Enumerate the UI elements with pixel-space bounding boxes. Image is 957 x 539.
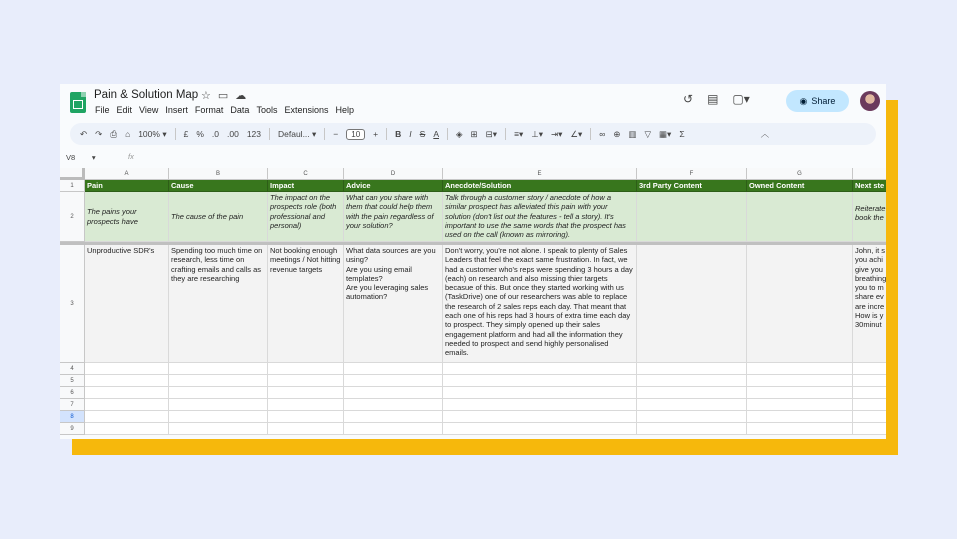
strikethrough-button[interactable]: S (419, 129, 426, 139)
divider (175, 128, 176, 140)
avatar[interactable] (860, 91, 880, 111)
empty-cell[interactable] (637, 387, 747, 399)
empty-cell[interactable] (747, 411, 853, 423)
cell-h3[interactable]: John, it s you achi give you breathing you to m share ev are incre How is y 30minut (853, 245, 886, 363)
menu-bar (95, 105, 354, 115)
row-header-3[interactable]: 3 (60, 245, 85, 363)
cell-e3[interactable]: Don't worry, you're not alone. I speak to plenty of Sales Leaders that feel the exact same frustration. In fact, we had a customer who's reps were spending 3 hours a day (each) on research and also missing thier targets becasue of this. But once they started working with us (TaskDrive) one of our researchers was able to replace the research of 2 sales reps each day. That meant that each one of his reps had 3 hours of extra time each day to prospect. They simply opened up their sales engagement platform and had all the information they needed to prospect and send highly personalised emails. (443, 245, 637, 363)
header-actions (683, 92, 750, 106)
empty-cell[interactable] (747, 399, 853, 411)
cell-d3[interactable]: What data sources are you using? Are you using email templates? Are you leveraging sales automation? (344, 245, 443, 363)
formula-bar (60, 150, 886, 166)
empty-cell[interactable] (169, 375, 268, 387)
name-box[interactable]: V8 ▾ (66, 153, 96, 162)
comment-icon[interactable]: ⊕ (613, 128, 621, 139)
cell-g2[interactable] (747, 192, 853, 242)
empty-cell[interactable] (747, 375, 853, 387)
divider (324, 128, 325, 140)
empty-cell[interactable] (169, 423, 268, 435)
font-size-decrease-icon[interactable]: − (333, 129, 339, 139)
star-icon[interactable]: ☆ (201, 90, 211, 102)
header-cell-anecdote[interactable]: Anecdote/Solution (443, 180, 637, 192)
zoom-select[interactable]: 100% ▾ (138, 128, 167, 139)
divider (269, 128, 270, 140)
empty-cell[interactable] (443, 375, 637, 387)
paint-format-icon[interactable]: ⌂ (125, 129, 131, 139)
select-all-corner[interactable] (60, 168, 85, 180)
cell-f2[interactable] (637, 192, 747, 242)
empty-cell[interactable] (853, 387, 886, 399)
link-icon[interactable]: ∞ (599, 129, 606, 139)
empty-cell[interactable] (344, 423, 443, 435)
frozen-row-divider[interactable] (60, 242, 886, 245)
empty-cell[interactable] (443, 423, 637, 435)
cell-g3[interactable] (747, 245, 853, 363)
empty-cell[interactable] (853, 363, 886, 375)
cell-b3[interactable]: Spending too much time on research, less time on crafting emails and calls as they are researching (169, 245, 268, 363)
menu-extensions[interactable]: Extensions (284, 105, 329, 115)
fx-icon: fx (128, 152, 134, 161)
fill-color-icon[interactable]: ◈ (456, 128, 463, 139)
text-rotate-icon[interactable]: ∠▾ (570, 128, 583, 139)
empty-cell[interactable] (85, 423, 169, 435)
undo-icon[interactable]: ↶ (80, 128, 88, 139)
column-header-f[interactable]: F (637, 168, 747, 180)
empty-cell[interactable] (268, 399, 344, 411)
empty-cell[interactable] (747, 423, 853, 435)
empty-cell[interactable] (169, 411, 268, 423)
header-cell-impact[interactable]: Impact (268, 180, 344, 192)
menu-tools[interactable]: Tools (256, 105, 278, 115)
empty-cell[interactable] (169, 387, 268, 399)
empty-cell[interactable] (853, 423, 886, 435)
empty-cell[interactable] (85, 399, 169, 411)
empty-cell[interactable] (344, 363, 443, 375)
cell-a2[interactable]: The pains your prospects have (85, 192, 169, 242)
empty-cell[interactable] (169, 363, 268, 375)
increase-decimal-button[interactable]: .00 (226, 129, 239, 139)
font-select[interactable]: Defaul... ▾ (278, 128, 317, 139)
empty-cell[interactable] (344, 387, 443, 399)
functions-icon[interactable]: Σ (679, 129, 685, 139)
title-bar (60, 84, 886, 122)
header-cell-pain[interactable]: Pain (85, 180, 169, 192)
menu-file[interactable]: File (95, 105, 110, 115)
empty-cell[interactable] (268, 375, 344, 387)
cell-a3[interactable]: Unproductive SDR's (85, 245, 169, 363)
empty-cell[interactable] (637, 423, 747, 435)
empty-cell[interactable] (268, 423, 344, 435)
cell-b2[interactable]: The cause of the pain (169, 192, 268, 242)
collapse-toolbar-icon[interactable]: ︿ (760, 129, 770, 139)
empty-cell[interactable] (344, 375, 443, 387)
column-header-g[interactable]: G (747, 168, 853, 180)
empty-cell[interactable] (344, 399, 443, 411)
empty-cell[interactable] (443, 399, 637, 411)
empty-cell[interactable] (443, 411, 637, 423)
toolbar (70, 123, 876, 145)
empty-cell[interactable] (268, 411, 344, 423)
empty-cell[interactable] (853, 375, 886, 387)
spreadsheet-window (60, 84, 886, 439)
number-format-button[interactable]: 123 (246, 129, 261, 139)
filter-views-icon[interactable]: ▦▾ (659, 128, 672, 139)
empty-cell[interactable] (443, 387, 637, 399)
italic-button[interactable]: I (409, 129, 412, 139)
currency-button[interactable]: £ (183, 129, 189, 139)
empty-cell[interactable] (637, 363, 747, 375)
cell-e2[interactable]: Talk through a customer story / anecdote of how a similar prospect has alleviated this pain with your solution (don't list out the features - tell a story). It's important to use the same words that the prospect has used on the call (known as mirroring). (443, 192, 637, 242)
divider (447, 128, 448, 140)
move-folder-icon[interactable]: ▭ (217, 90, 229, 102)
column-header-d[interactable]: D (344, 168, 443, 180)
menu-view[interactable]: View (139, 105, 159, 115)
merge-cells-icon[interactable]: ⊟▾ (485, 128, 498, 139)
header-cell-owned[interactable]: Owned Content (747, 180, 853, 192)
menu-edit[interactable]: Edit (116, 105, 133, 115)
empty-cell[interactable] (637, 411, 747, 423)
header-cell-3rd-party[interactable]: 3rd Party Content (637, 180, 747, 192)
divider (590, 128, 591, 140)
empty-cell[interactable] (853, 411, 886, 423)
share-button[interactable] (786, 90, 849, 112)
menu-data[interactable]: Data (230, 105, 250, 115)
font-size-input[interactable]: 10 (346, 129, 365, 140)
align-icon[interactable]: ≡▾ (514, 128, 524, 139)
share-label: Share (811, 96, 836, 106)
cell-c2[interactable]: The impact on the prospects role (both professional and personal) (268, 192, 344, 242)
bold-button[interactable]: B (395, 129, 402, 139)
comments-icon[interactable]: ▤ (707, 92, 719, 106)
empty-cell[interactable] (853, 399, 886, 411)
empty-cell[interactable] (268, 363, 344, 375)
cell-c3[interactable]: Not booking enough meetings / Not hitting revenue targets (268, 245, 344, 363)
cell-h2[interactable]: Reiterate book the (853, 192, 886, 242)
row-header-8[interactable]: 8 (60, 411, 85, 423)
row-header-1[interactable]: 1 (60, 180, 85, 192)
empty-cell[interactable] (85, 363, 169, 375)
empty-cell[interactable] (344, 411, 443, 423)
column-header-e[interactable]: E (443, 168, 637, 180)
empty-cell[interactable] (637, 375, 747, 387)
chart-icon[interactable]: ▥ (628, 128, 637, 139)
empty-cell[interactable] (169, 399, 268, 411)
meet-icon[interactable]: ▢▾ (732, 92, 750, 106)
row-header-5[interactable]: 5 (60, 375, 85, 387)
column-header-h[interactable] (853, 168, 886, 180)
divider (505, 128, 506, 140)
column-header-a[interactable]: A (85, 168, 169, 180)
title-actions (201, 89, 246, 102)
empty-cell[interactable] (747, 363, 853, 375)
row-header-7[interactable]: 7 (60, 399, 85, 411)
borders-icon[interactable]: ⊞ (470, 128, 478, 139)
print-icon[interactable]: ⎙ (110, 128, 118, 139)
row-header-4[interactable]: 4 (60, 363, 85, 375)
globe-icon: ◉ (799, 95, 808, 106)
empty-cell[interactable] (85, 387, 169, 399)
row-header-6[interactable]: 6 (60, 387, 85, 399)
redo-icon[interactable]: ↷ (95, 128, 103, 139)
font-size-increase-icon[interactable]: + (373, 129, 379, 139)
divider (386, 128, 387, 140)
empty-cell[interactable] (268, 387, 344, 399)
percent-button[interactable]: % (196, 129, 204, 139)
vertical-align-icon[interactable]: ⊥▾ (531, 128, 543, 139)
empty-cell[interactable] (747, 387, 853, 399)
header-cell-advice[interactable]: Advice (344, 180, 443, 192)
cell-f3[interactable] (637, 245, 747, 363)
document-title[interactable]: Pain & Solution Map (94, 89, 199, 101)
empty-cell[interactable] (85, 411, 169, 423)
text-wrap-icon[interactable]: ⇥▾ (550, 128, 563, 139)
header-cell-cause[interactable]: Cause (169, 180, 268, 192)
menu-help[interactable]: Help (335, 105, 354, 115)
row-header-2[interactable]: 2 (60, 192, 85, 242)
text-color-button[interactable]: A (433, 129, 439, 139)
row-header-9[interactable]: 9 (60, 423, 85, 435)
cell-d2[interactable]: What can you share with them that could help them with the pain regardless of your solution? (344, 192, 443, 242)
menu-format[interactable]: Format (194, 105, 224, 115)
column-header-c[interactable]: C (268, 168, 344, 180)
empty-cell[interactable] (443, 363, 637, 375)
empty-cell[interactable] (85, 375, 169, 387)
cloud-status-icon[interactable]: ☁ (235, 90, 247, 102)
decrease-decimal-button[interactable]: .0 (211, 129, 219, 139)
header-cell-next-steps[interactable]: Next ste (853, 180, 886, 192)
empty-cell[interactable] (637, 399, 747, 411)
filter-icon[interactable]: ▽ (644, 128, 652, 139)
sheets-logo-icon[interactable] (70, 92, 86, 113)
column-header-b[interactable]: B (169, 168, 268, 180)
menu-insert[interactable]: Insert (165, 105, 188, 115)
history-icon[interactable]: ↺ (683, 92, 694, 106)
